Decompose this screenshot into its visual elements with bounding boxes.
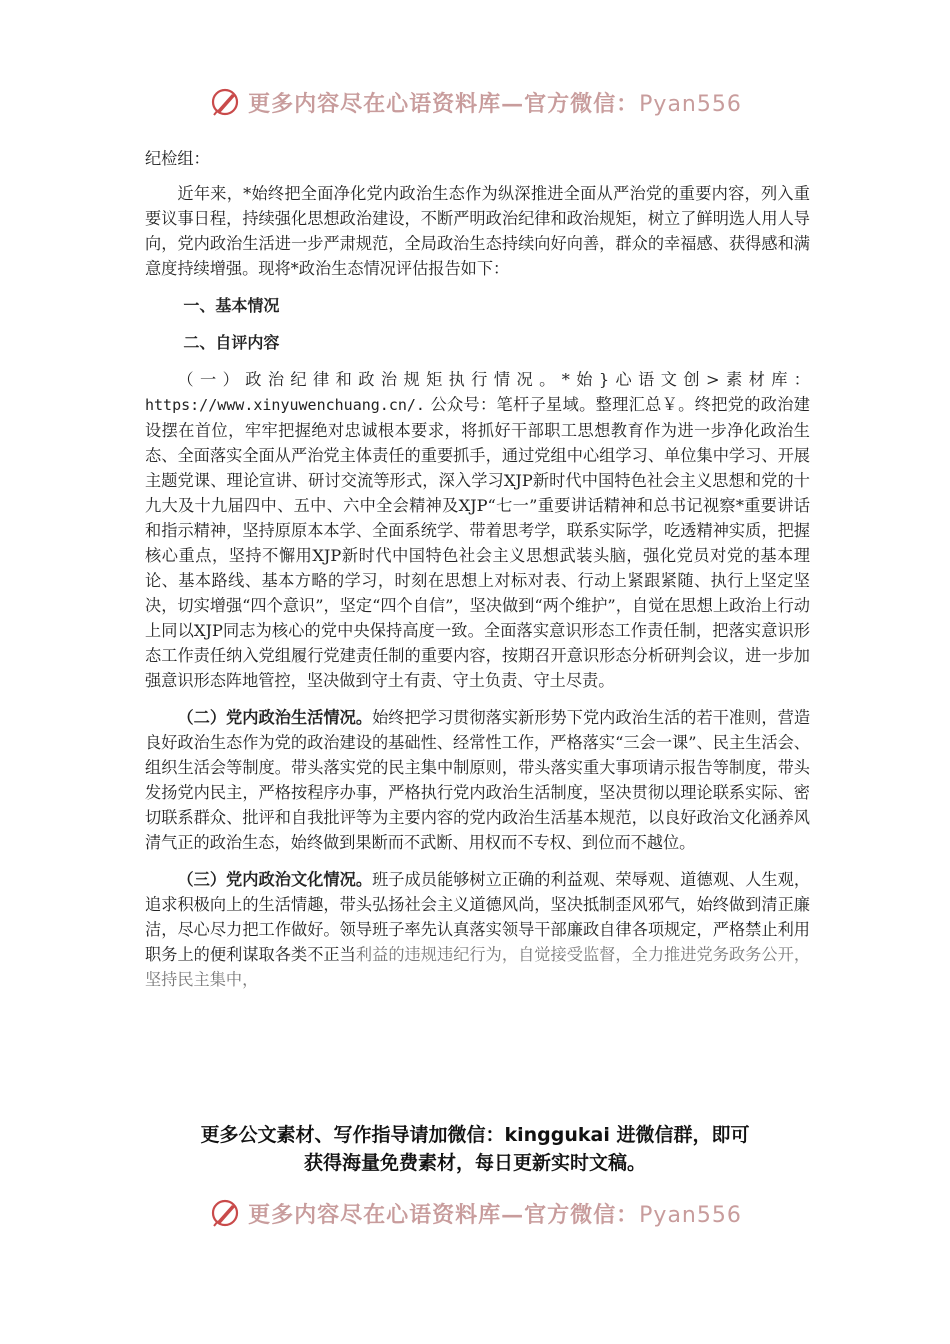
salutation: 纪检组： xyxy=(145,149,210,168)
banner-wechat-id: Pyan556 xyxy=(639,91,742,117)
section-1-body: 公众号：笔杆子星域。整理汇总￥。终把党的政治建设摆在首位，牢牢把握绝对忠诚根本要求，将抓好干部职工思想教育作为进一步净化政治生态、全面落实全面从严治党主体责任的重要抓手，通过党组中心组学习、单位集中学习、开展主题党课、理论宣讲、研讨交流等形式，深入学习XJP新时代中国特色社会主义思想和党的十九大及十九届四中、五中、六中全会精神及XJP“七一”重要讲话精神和总书记视察*重要讲话和指示精神，坚持原原本本学、全面系统学、带着思考学，联系实际学，吃透精神实质，把握核心重点，坚持不懈用XJP新时代中国特色社会主义思想武装头脑，强化党员对党的基本理论、基本路线、基本方略的学习，时刻在思想上对标对表、行动上紧跟紧随、执行上坚定坚决，切实增强“四个意识”，坚定“四个自信”，坚决做到“两个维护”，自觉在思想上政治上行动上同以XJP同志为核心的党中央保持高度一致。全面落实意识形态工作责任制，把落实意识形态工作责任纳入党组履行党建责任制的重要内容，按期召开意识形态分析研判会议，进一步加强意识形态阵地管控，坚决做到守土有责、守土负责、守土尽责。 xyxy=(145,395,810,690)
footer-banner xyxy=(0,1193,950,1233)
promo-line-2: 获得海量免费素材，每日更新实时文稿。 xyxy=(303,1152,646,1174)
section-3-body-faded: 利益的违规违纪行为，自觉接受监督，全力推进党务政务公开，坚持民主集中， xyxy=(145,945,811,989)
header-banner xyxy=(0,82,950,122)
section-1-url: https://www.xinyuwenchuang.cn/. xyxy=(145,396,425,414)
promo-notice xyxy=(0,1121,950,1177)
footer-banner-wechat-id: Pyan556 xyxy=(639,1202,742,1228)
section-2-body: 始终把学习贯彻落实新形势下党内政治生活的若干准则，营造良好政治生态作为党的政治建设的基础性、经常性工作，严格落实“三会一课”、民主生活会、组织生活会等制度。带头落实党的民主集中制原则，带头落实重大事项请示报告等制度，带头发扬党内民主，严格按程序办事，严格执行党内政治生活制度，坚决贯彻以理论联系实际、密切联系群众、批评和自我批评等为主要内容的党内政治生活基本规范，以良好政治文化涵养风清气正的政治生态，始终做到果断而不武断、用权而不专权、到位而不越位。 xyxy=(145,708,811,852)
pen-quill-icon xyxy=(208,85,242,119)
document-body xyxy=(145,146,810,992)
section-3-paragraph xyxy=(145,867,810,992)
heading-self-evaluation: 二、自评内容 xyxy=(183,333,280,352)
section-3-lead: （三）党内政治文化情况。 xyxy=(177,870,373,889)
section-3-body: 班子成员能够树立正确的利益观、荣辱观、道德观、人生观，追求积极向上的生活情趣，带头弘扬社会主义道德风尚，坚决抵制歪风邪气，始终做到清正廉洁，尽心尽力把工作做好。领导班子率先认真落实领导干部廉政自律各项规定，严格禁止利用职务上的便利谋取各类不正当 xyxy=(145,870,811,964)
promo-line-1: 更多公文素材、写作指导请加微信：kinggukai 进微信群，即可 xyxy=(200,1124,750,1146)
banner-content xyxy=(208,85,742,119)
section-2-paragraph xyxy=(145,705,810,855)
section-1-paragraph xyxy=(145,367,810,693)
section-2-lead: （二）党内政治生活情况。 xyxy=(177,708,373,727)
heading-basic-situation: 一、基本情况 xyxy=(183,296,280,315)
section-1-lead: （一）政治纪律和政治规矩执行情况。*始}心语文创>素材库： xyxy=(177,370,810,389)
pen-quill-icon xyxy=(208,1196,242,1230)
banner-text: 更多内容尽在心语资料库—官方微信：Pyan556 xyxy=(248,90,742,117)
footer-banner-text: 更多内容尽在心语资料库—官方微信：Pyan556 xyxy=(248,1201,742,1228)
intro-paragraph: 近年来，*始终把全面净化党内政治生态作为纵深推进全面从严治党的重要内容，列入重要议事日程，持续强化思想政治建设，不断严明政治纪律和政治规矩，树立了鲜明选人用人导向，党内政治生活进一步严肃规范，全局政治生态持续向好向善，群众的幸福感、获得感和满意度持续增强。现将*政治生态情况评估报告如下： xyxy=(145,184,810,278)
footer-banner-content xyxy=(208,1196,742,1230)
